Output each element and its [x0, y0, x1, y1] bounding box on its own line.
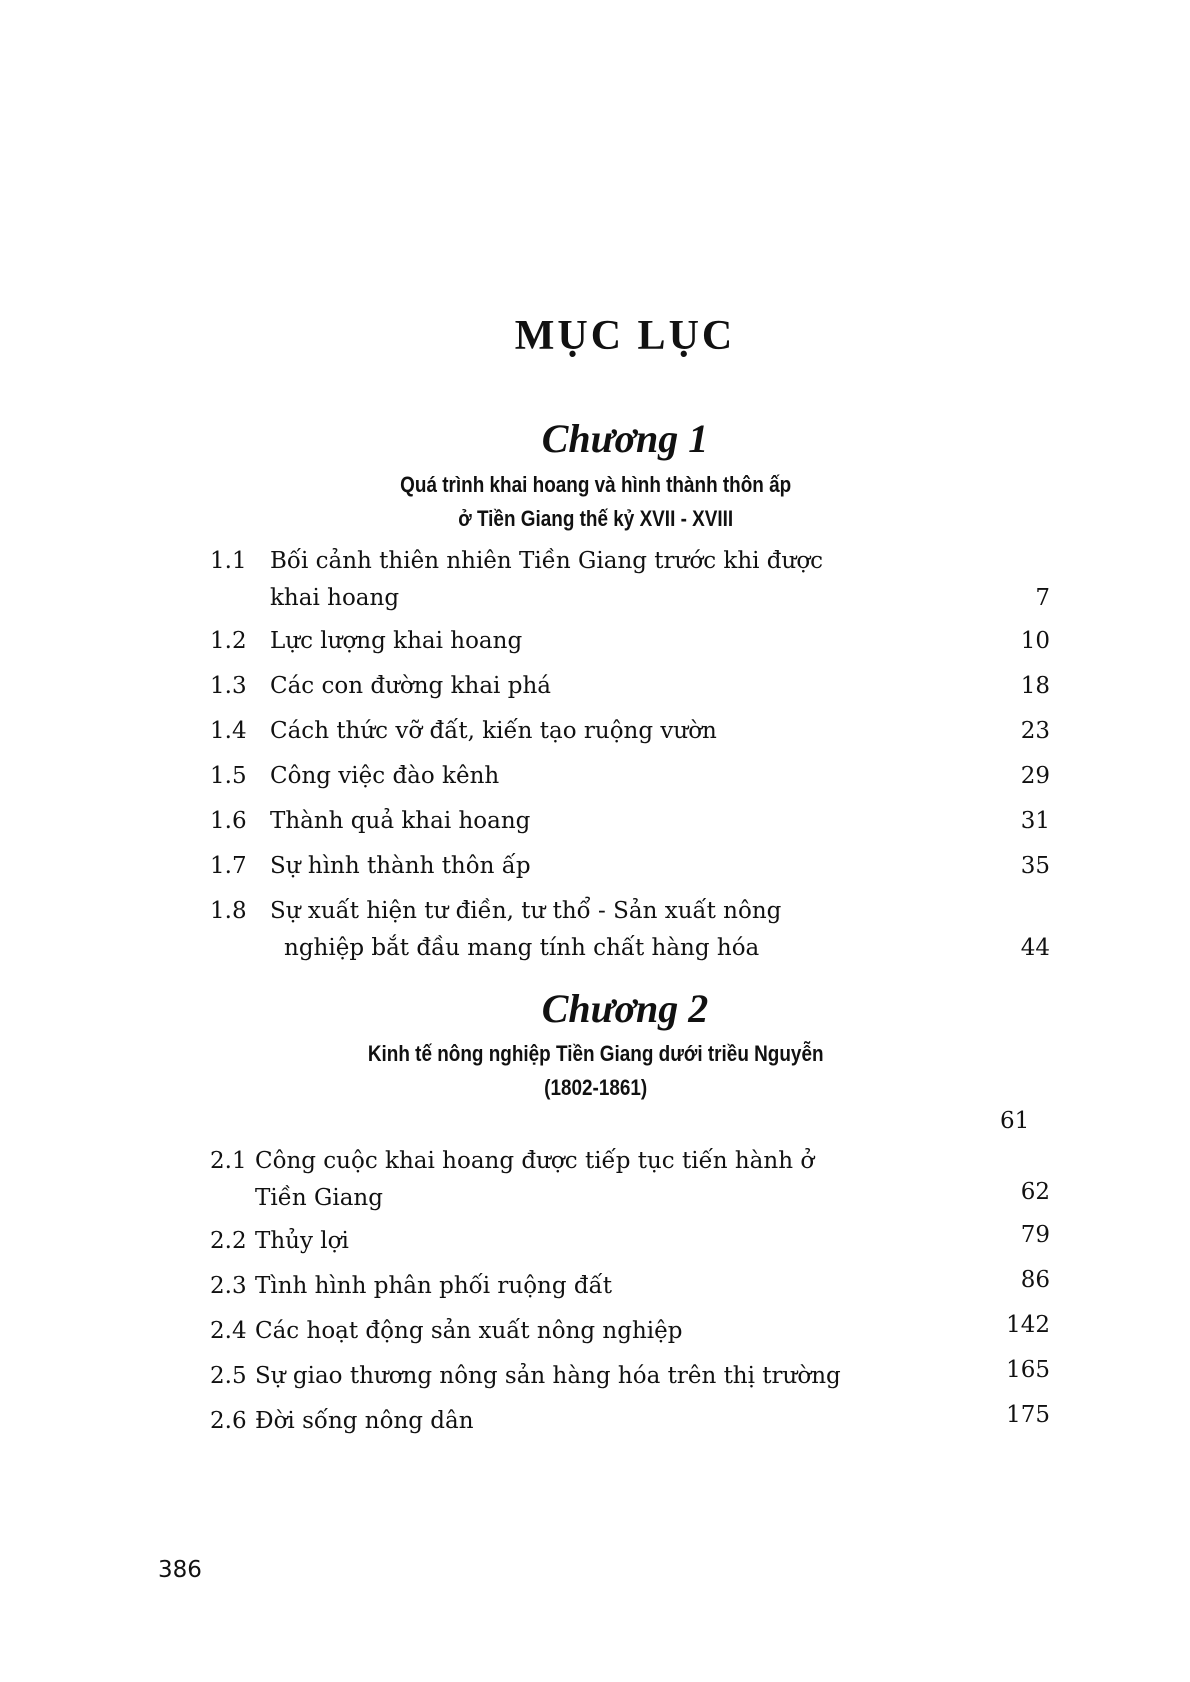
toc-entry-number: 1.6: [210, 808, 247, 834]
page-number: 386: [158, 1557, 202, 1583]
page-title: MỤC LỤC: [514, 313, 736, 359]
chapter-1-title-line-1: Quá trình khai hoang và hình thành thôn ấp: [400, 472, 792, 497]
toc-entry-2-4[interactable]: [210, 1313, 1050, 1350]
chapter-1-title: [84, 468, 1107, 536]
toc-entry-page: 62: [1020, 1179, 1050, 1205]
chapter-2-title: [84, 1037, 1107, 1105]
toc-entry-number: 2.1: [210, 1148, 247, 1174]
toc-entry-number: 2.6: [210, 1408, 247, 1434]
toc-entry-text: Sự hình thành thôn ấp: [270, 853, 531, 879]
toc-entry-1-6[interactable]: [210, 803, 1050, 840]
toc-entry-page: 23: [1020, 718, 1050, 744]
toc-entry-1-7[interactable]: [210, 848, 1050, 885]
toc-entry-2-2[interactable]: [210, 1223, 1050, 1260]
chapter-2-title-line-1: Kinh tế nông nghiệp Tiền Giang dưới triều Nguyễn: [367, 1041, 824, 1066]
toc-entry-text: Thành quả khai hoang: [270, 808, 531, 834]
chapter-2-title-page: 61: [1000, 1108, 1030, 1134]
toc-entry-text: Lực lượng khai hoang: [270, 628, 523, 654]
toc-entry-number: 1.8: [210, 898, 247, 924]
chapter-1-heading: Chương 1: [541, 416, 709, 461]
toc-entry-text-line-2: Tiền Giang: [255, 1185, 383, 1211]
toc-entry-number: 1.7: [210, 853, 247, 879]
toc-entry-page: 7: [1035, 585, 1050, 611]
toc-entry-page: 44: [1020, 935, 1050, 961]
toc-entry-text: [270, 543, 950, 617]
toc-entry-1-1[interactable]: [210, 543, 1050, 617]
toc-entry-1-5[interactable]: [210, 758, 1050, 795]
chapter-1-title-line-2: ở Tiền Giang thế kỷ XVII - XVIII: [458, 506, 734, 531]
toc-entry-page: 18: [1020, 673, 1050, 699]
toc-entry-number: 2.3: [210, 1273, 247, 1299]
toc-entry-text: Các con đường khai phá: [270, 673, 551, 699]
toc-entry-text: Công việc đào kênh: [270, 763, 500, 789]
toc-entry-number: 1.2: [210, 628, 247, 654]
toc-entry-2-3[interactable]: [210, 1268, 1050, 1305]
toc-entry-number: 2.2: [210, 1228, 247, 1254]
toc-entry-1-3[interactable]: [210, 668, 1050, 705]
chapter-2-title-line-2: (1802-1861): [544, 1075, 648, 1100]
toc-entry-text: Thủy lợi: [255, 1228, 349, 1254]
toc-entry-text: Đời sống nông dân: [255, 1408, 474, 1434]
toc-entry-page: 165: [1006, 1357, 1050, 1383]
toc-entry-number: 1.3: [210, 673, 247, 699]
toc-entry-1-2[interactable]: [210, 623, 1050, 660]
toc-entry-text: [270, 893, 950, 967]
toc-entry-2-1[interactable]: [210, 1143, 1050, 1217]
toc-entry-page: 142: [1006, 1312, 1050, 1338]
toc-entry-number: 1.4: [210, 718, 247, 744]
toc-entry-page: 10: [1020, 628, 1050, 654]
toc-entry-page: 31: [1020, 808, 1050, 834]
toc-entry-text: Sự giao thương nông sản hàng hóa trên thị trường: [255, 1363, 841, 1389]
toc-entry-1-4[interactable]: [210, 713, 1050, 750]
toc-entry-number: 1.1: [210, 548, 247, 574]
toc-entry-number: 1.5: [210, 763, 247, 789]
toc-entry-1-8[interactable]: [210, 893, 1050, 967]
toc-entry-text-line-2: khai hoang: [270, 585, 400, 611]
toc-entry-text-line-1: Sự xuất hiện tư điền, tư thổ - Sản xuất nông: [270, 898, 782, 924]
toc-entry-2-6[interactable]: [210, 1403, 1050, 1440]
toc-entry-text: Các hoạt động sản xuất nông nghiệp: [255, 1318, 683, 1344]
toc-entry-page: 35: [1020, 853, 1050, 879]
toc-entry-page: 175: [1006, 1402, 1050, 1428]
toc-entry-number: 2.4: [210, 1318, 247, 1344]
chapter-2-heading: Chương 2: [541, 986, 709, 1031]
toc-entry-text-line-1: Công cuộc khai hoang được tiếp tục tiến hành ở: [255, 1148, 815, 1174]
toc-entry-text: Tình hình phân phối ruộng đất: [255, 1273, 612, 1299]
toc-entry-2-5[interactable]: [210, 1358, 1050, 1395]
toc-entry-page: 86: [1020, 1267, 1050, 1293]
toc-entry-text: Cách thức vỡ đất, kiến tạo ruộng vườn: [270, 718, 717, 744]
toc-entry-number: 2.5: [210, 1363, 247, 1389]
toc-entry-text: [255, 1143, 955, 1217]
toc-entry-text-line-2: nghiệp bắt đầu mang tính chất hàng hóa: [284, 935, 760, 961]
toc-entry-page: 29: [1020, 763, 1050, 789]
toc-entry-page: 79: [1020, 1222, 1050, 1248]
toc-entry-text-line-1: Bối cảnh thiên nhiên Tiền Giang trước khi được: [270, 548, 824, 574]
